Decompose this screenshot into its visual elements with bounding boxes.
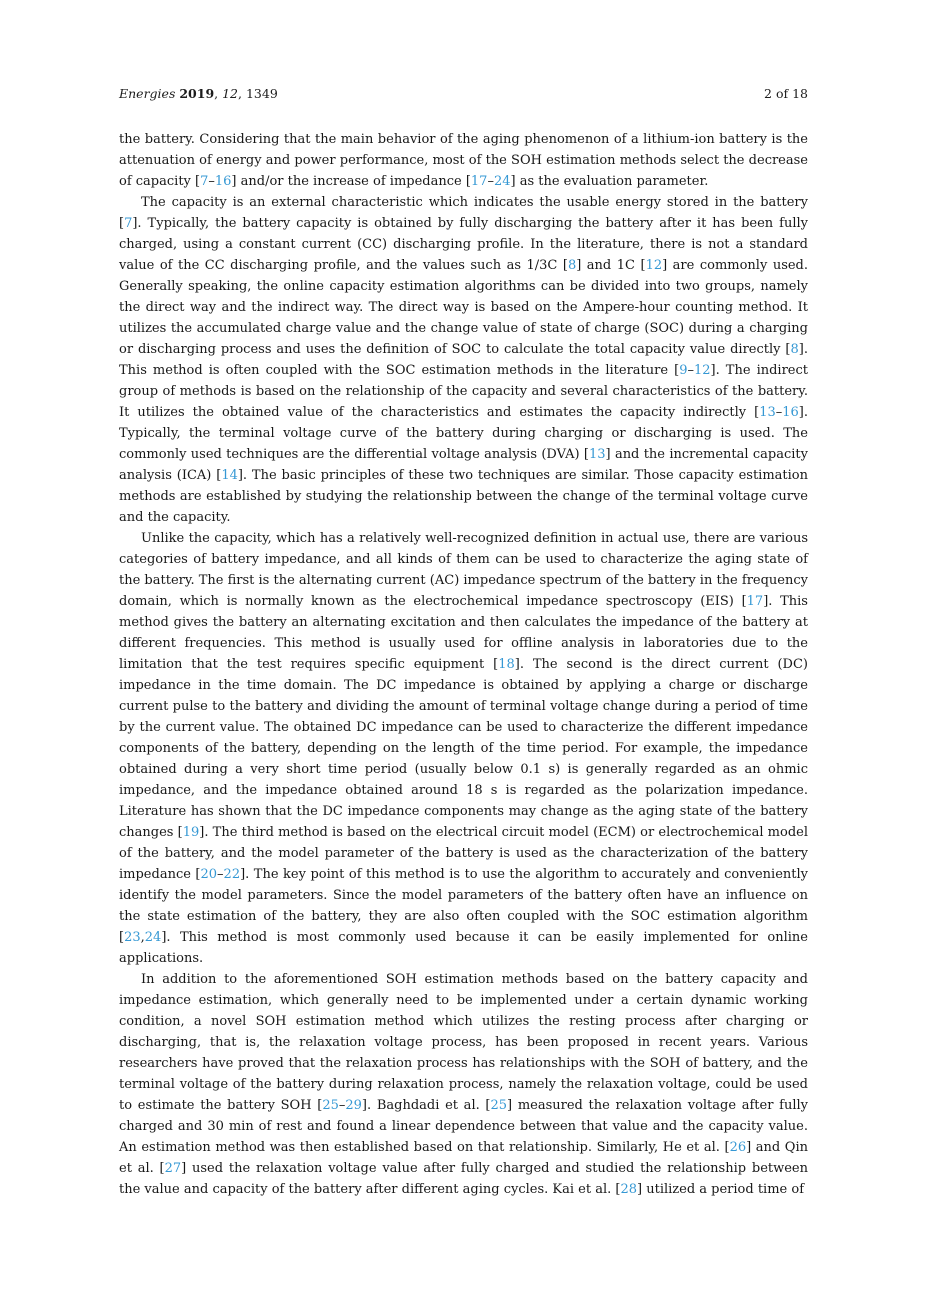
citation-separator: – [338, 1098, 346, 1113]
text-run: ] are commonly used. Generally speaking, the online capacity estimation algorithms can be divided into two groups, namely the direct way and the indirect way. The direct way is based on the Ampere-hour counting method. It utilizes the accumulated charge value and the change value of state of charge (SOC) during a charging or discharging process and uses the definition of SOC to calculate the total capacity value directly [ [119, 258, 809, 357]
citation-separator: , [140, 930, 145, 945]
citation-separator: – [217, 867, 224, 882]
text-run: ] used the relaxation voltage value after fully charged and studied the relationship between the value and capacity of the battery after different aging cycles. Kai et al. [ [119, 1161, 808, 1197]
article-number: , 1349 [238, 86, 278, 101]
text-run: ] measured the relaxation voltage after fully charged and 30 min of rest and found a linear dependence between that value and the capacity value. An estimation method was then established based on that relationship. Similarly, He et al. [ [119, 1098, 808, 1155]
text-run: ]. This method gives the battery an alternating excitation and then calculates the impedance of the battery at different frequencies. This method is usually used for offline analysis in laboratories due to the limitation that the test requires specific equipment [ [119, 594, 808, 672]
text-run: ]. Typically, the terminal voltage curve of the battery during charging or discharging is used. The commonly used techniques are the differential voltage analysis (DVA) [ [119, 405, 808, 462]
text-run: The capacity is an external characteristic which indicates the usable energy stored in the battery [ [119, 195, 808, 231]
citation [646, 258, 663, 273]
citation [221, 468, 238, 483]
citation-link[interactable]: 9 [679, 363, 688, 378]
citation [183, 825, 200, 840]
citation-separator: – [775, 405, 783, 420]
text-run: ]. This method is most commonly used because it can be easily implemented for online applications. [119, 930, 808, 966]
citation [568, 258, 576, 273]
citation [791, 342, 799, 357]
text-run: ] and 1C [ [576, 258, 646, 273]
page-number: 2 of 18 [764, 86, 808, 101]
text-run: Unlike the capacity, which has a relatively well-recognized definition in actual use, there are various categories of battery impedance, and all kinds of them can be used to characterize the aging state of the battery. The first is the alternating current (AC) impedance spectrum of the battery in the frequency domain, which is normally known as the electrochemical impedance spectroscopy (EIS) [ [119, 531, 808, 609]
paragraph [119, 528, 808, 969]
citation-link[interactable]: 14 [221, 468, 238, 483]
citation [201, 867, 241, 882]
text-run: ]. Baghdadi et al. [ [361, 1098, 491, 1113]
citation-link[interactable]: 13 [759, 405, 776, 420]
citation-link[interactable]: 19 [182, 825, 200, 840]
text-run: ] utilized a period time of [637, 1182, 805, 1197]
citation-link[interactable]: 13 [589, 447, 606, 462]
citation-link[interactable]: 25 [322, 1098, 339, 1113]
citation-link[interactable]: 29 [345, 1098, 362, 1113]
citation [124, 930, 161, 945]
citation-link[interactable]: 24 [493, 174, 511, 189]
citation [322, 1098, 362, 1113]
citation-link[interactable]: 8 [567, 258, 577, 273]
citation-link[interactable]: 22 [223, 867, 241, 882]
text-run: ]. The third method is based on the electrical circuit model (ECM) or electrochemical model of the battery, and the model parameter of the battery is used as the characterization of the battery impedance [ [119, 825, 809, 882]
citation-link[interactable]: 16 [214, 174, 232, 189]
citation [747, 594, 764, 609]
citation-link[interactable]: 20 [200, 867, 218, 882]
paragraph [119, 129, 808, 192]
citation [730, 1140, 747, 1155]
text-run: ]. The second is the direct current (DC) impedance in the time domain. The DC impedance is obtained by applying a charge or discharge current pulse to the battery and dividing the amount of terminal voltage change during a period of time by the current value. The obtained DC impedance can be used to characterize the different impedance components of the battery, depending on the length of the time period. For example, the impedance obtained during a very short time period (usually below 0.1 s) is generally regarded as an ohmic impedance, and the impedance obtained around 18 s is regarded as the polarization impedance. Literature has shown that the DC impedance components may change as the aging state of the battery changes [ [119, 657, 808, 840]
citation-link[interactable]: 23 [124, 930, 141, 945]
journal-citation [119, 86, 278, 101]
citation [165, 1161, 182, 1176]
citation-link[interactable]: 17 [746, 594, 764, 609]
paragraph [119, 192, 808, 528]
citation-link[interactable]: 7 [200, 174, 209, 189]
text-run: ]. Typically, the battery capacity is obtained by fully discharging the battery after it has been fully charged, using a constant current (CC) discharging profile. In the literature, there is not a standard value of the CC discharging profile, and the values such as 1/3C [ [119, 216, 808, 273]
citation-link[interactable]: 7 [124, 216, 133, 231]
citation [471, 174, 511, 189]
citation-link[interactable]: 25 [490, 1098, 508, 1113]
citation-link[interactable]: 16 [782, 405, 799, 420]
separator: , [214, 86, 223, 101]
citation-link[interactable]: 12 [693, 363, 711, 378]
text-run: ]. The key point of this method is to use the algorithm to accurately and conveniently identify the model parameters. Since the model parameters of the battery often have an influence on the state estimation of the battery, they are also often coupled with the SOC estimation algorithm [ [119, 867, 808, 945]
text-run: ] as the evaluation parameter. [510, 174, 709, 189]
citation-separator: – [208, 174, 215, 189]
text-run: ] and the incremental capacity analysis (ICA) [ [119, 447, 808, 483]
citation-link[interactable]: 17 [470, 174, 488, 189]
citation [589, 447, 606, 462]
citation [491, 1098, 508, 1113]
journal-name: Energies [119, 86, 176, 101]
text-run: ] and Qin et al. [ [119, 1140, 808, 1176]
citation [200, 174, 231, 189]
citation-link[interactable]: 18 [498, 657, 515, 672]
text-run: ]. The indirect group of methods is based on the relationship of the capacity and several characteristics of the battery. It utilizes the obtained value of the characteristics and estimates the capacity indirectly [ [119, 363, 808, 420]
citation-separator: – [687, 363, 694, 378]
text-run: ]. The basic principles of these two techniques are similar. Those capacity estimation methods are established by studying the relationship between the change of the terminal voltage curve and the capacity. [119, 468, 808, 525]
citation [759, 405, 799, 420]
citation-link[interactable]: 24 [144, 930, 162, 945]
running-header [119, 86, 808, 101]
paragraph [119, 969, 808, 1200]
citation-link[interactable]: 12 [645, 258, 663, 273]
citation-link[interactable]: 27 [164, 1161, 182, 1176]
text-run: the battery. Considering that the main behavior of the aging phenomenon of a lithium-ion battery is the attenuation of energy and power performance, most of the SOH estimation methods select the decrease of capacity [ [119, 132, 808, 189]
citation-separator: – [487, 174, 494, 189]
citation-link[interactable]: 8 [790, 342, 799, 357]
citation [620, 1182, 637, 1197]
citation [498, 657, 515, 672]
citation [679, 363, 710, 378]
text-run: ] and/or the increase of impedance [ [231, 174, 471, 189]
citation-link[interactable]: 26 [729, 1140, 747, 1155]
citation-link[interactable]: 28 [620, 1182, 638, 1197]
text-run: In addition to the aforementioned SOH estimation methods based on the battery capacity and impedance estimation, which generally need to be implemented under a certain dynamic working condition, a novel SOH estimation method which utilizes the resting process after charging or discharging, that is, the relaxation voltage process, has been proposed in recent years. Various researchers have proved that the relaxation process has relationships with the SOH of battery, and the terminal voltage of the battery during relaxation process, namely the relaxation voltage, could be used to estimate the battery SOH [ [119, 972, 808, 1113]
body-text [119, 129, 808, 1200]
volume-number: 12 [222, 86, 239, 101]
publication-year: 2019 [179, 86, 215, 101]
text-run: ]. This method is often coupled with the SOC estimation methods in the literature [ [119, 342, 808, 378]
